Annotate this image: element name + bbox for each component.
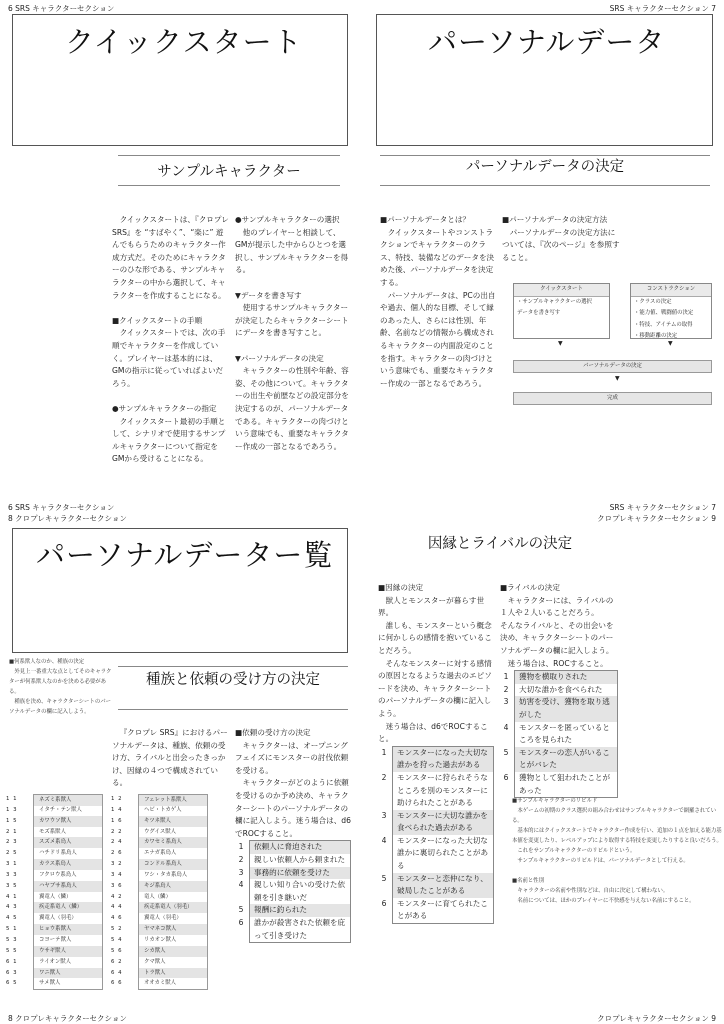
paragraph: キャラクターがどのように依頼を受けるのか予め決め、キャラクターシートのパーソナルデータの欄に記入しよう。迷う場合は、d6でROCすること。 — [235, 778, 351, 838]
page-header-left: 6 SRS キャラクターセクション — [8, 4, 115, 13]
roc-number: 4 — [238, 880, 244, 890]
species-name: ヘビ・トカゲ人 — [138, 805, 208, 816]
divider — [118, 185, 340, 186]
paragraph: これをサンプルキャラクターのリビルドという。 — [517, 848, 636, 854]
flow-box-item: ・移動距離の決定 — [634, 333, 678, 339]
paragraph: 獣人とモンスターが暮らす世界。 — [378, 595, 485, 618]
species-number: 3 1 — [6, 861, 18, 868]
species-number: 5 2 — [111, 926, 123, 933]
table-row — [503, 671, 617, 684]
table-row — [111, 924, 211, 935]
species-name: 竜人（鱗） — [138, 892, 208, 903]
species-number: 2 5 — [6, 850, 18, 857]
paragraph: 迷う場合は、d6でROCすること。 — [378, 721, 488, 744]
flow-box-item: ・特技、アイテムの取得 — [634, 321, 693, 328]
species-name: キツネ獣人 — [138, 816, 208, 827]
section-heading: ▼データを書き写す — [235, 290, 302, 300]
table-row — [111, 837, 211, 848]
page-header-right: SRS キャラクターセクション 7 — [609, 4, 716, 13]
section-title: 種族と依頼の受け方の決定 — [146, 672, 320, 688]
table-row — [111, 902, 211, 913]
species-number: 2 4 — [111, 839, 123, 846]
roc-number: 3 — [238, 867, 244, 877]
species-number: 4 1 — [6, 893, 18, 900]
table-row — [111, 805, 211, 816]
section-heading: ▼パーソナルデータの決定 — [235, 353, 324, 363]
roc-table — [238, 840, 351, 943]
species-number: 5 1 — [6, 926, 18, 933]
table-row — [6, 957, 106, 968]
species-number: 6 1 — [6, 958, 18, 965]
roc-result: 妨害を受け、獲物を取り逃がした — [519, 697, 610, 719]
species-number: 5 4 — [111, 936, 123, 943]
species-number: 1 2 — [111, 796, 123, 802]
species-number: 3 4 — [111, 871, 123, 878]
page-title: クイックスタート — [65, 25, 303, 59]
roc-result: 獲物を横取りされた — [519, 672, 588, 682]
notes-column — [512, 796, 722, 906]
text-column — [235, 727, 351, 943]
paragraph: 名前については、ほかのプレイヤーに不快感を与えない名前にすること。 — [517, 898, 695, 904]
table-row — [6, 837, 106, 848]
roc-result: 親しい知り合いの受けた依頼を引き継いだ — [254, 880, 346, 902]
table-row — [111, 881, 211, 892]
roc-result: モンスターと恋仲になり、破局したことがある — [397, 873, 488, 896]
roc-number: 1 — [381, 747, 387, 757]
roc-table — [503, 670, 618, 798]
section-heading: ●サンプルキャラクターの選択 — [235, 215, 340, 224]
roc-number: 2 — [381, 772, 387, 782]
table-row — [111, 946, 211, 957]
table-row — [111, 968, 211, 979]
section-heading: ■パーソナルデータの決定方法 — [502, 215, 608, 224]
divider — [118, 666, 348, 667]
section-heading: ■クイックスタートの手順 — [112, 315, 203, 325]
section-title: パーソナルデータの決定 — [465, 159, 625, 175]
table-row — [6, 913, 106, 924]
species-number: 5 5 — [6, 947, 18, 954]
species-name: ウサギ獣人 — [33, 946, 103, 957]
table-row — [6, 794, 106, 805]
flow-box-item: ・クラスの決定 — [634, 298, 672, 305]
section-heading: ■サンプルキャラクターのリビルド — [512, 798, 598, 804]
table-row — [381, 873, 493, 898]
roc-result: 獲物として狙われたことがあった — [519, 772, 611, 795]
roc-number: 4 — [381, 835, 387, 845]
species-number: 2 3 — [6, 839, 18, 846]
species-number: 2 1 — [6, 828, 18, 835]
table-row — [111, 913, 211, 924]
roc-number: 1 — [503, 672, 509, 682]
species-name: トラ獣人 — [138, 968, 208, 979]
roc-number: 3 — [503, 697, 509, 707]
table-row — [6, 859, 106, 870]
table-row — [381, 898, 493, 923]
species-number: 1 1 — [6, 796, 18, 802]
divider — [118, 709, 348, 710]
section-title: 因縁とライバルの決定 — [427, 536, 573, 552]
species-name: フェレット系獣人 — [138, 794, 208, 806]
paragraph: そんなライバルと、その出会いを決め、キャラクターシートのパーソナルデータの欄に記入しよう。 — [500, 620, 614, 655]
species-number: 4 6 — [111, 915, 123, 922]
text-column — [235, 214, 351, 453]
roc-result: モンスターの恋人がいることがバレた — [519, 747, 610, 770]
paragraph: キャラクターの名前や性別などは、自由に決定して構わない。 — [517, 888, 669, 894]
roc-result: 報酬に釣られた — [254, 905, 308, 915]
species-number: 6 6 — [111, 980, 123, 987]
roc-table — [381, 746, 494, 924]
roc-number: 5 — [238, 905, 244, 915]
species-name: 翼竜人（鱗） — [33, 892, 103, 903]
species-number: 6 4 — [111, 969, 123, 976]
paragraph: 種族を決め、キャラクターシートのパーソナルデータの欄に記入しよう。 — [9, 699, 111, 715]
table-row — [111, 935, 211, 946]
table-row — [6, 892, 106, 903]
species-table — [6, 794, 106, 989]
section-heading: ■ライバルの決定 — [500, 583, 560, 592]
table-row — [6, 870, 106, 881]
species-number: 1 3 — [6, 806, 18, 813]
species-number: 2 2 — [111, 828, 123, 835]
species-name: 翼竜人（羽毛） — [33, 913, 103, 924]
roc-result: モンスターに大切な誰かを食べられた過去がある — [397, 810, 488, 833]
roc-number: 1 — [238, 842, 244, 852]
paragraph: パーソナルデータの決定方法については、『次のページ』を参照すること。 — [502, 227, 620, 262]
flow-personal-data-bar: パーソナルデータの決定 — [513, 360, 712, 373]
roc-number: 6 — [238, 917, 244, 927]
flow-box-item: ・サンプルキャラクターの選択 — [517, 298, 592, 305]
flow-complete-bar: 完成 — [513, 392, 712, 405]
page-footer-right: クロプレキャラクターセクション 9 — [597, 1014, 716, 1023]
table-row — [238, 867, 350, 880]
page-header-left: 8 クロプレキャラクターセクション — [8, 514, 127, 523]
section-heading: ■名前と性別 — [512, 878, 545, 884]
species-number: 4 4 — [111, 904, 123, 911]
species-number: 6 3 — [6, 969, 18, 976]
flow-box-item: データを書き写す — [517, 310, 561, 316]
species-number: 3 6 — [111, 882, 123, 889]
page-title: パーソナルデータ — [428, 25, 666, 59]
roc-number: 6 — [503, 772, 509, 782]
arrow-down-icon: ▼ — [558, 340, 563, 347]
table-row — [6, 935, 106, 946]
species-number: 6 5 — [6, 980, 18, 987]
roc-number: 6 — [381, 898, 387, 908]
text-column — [378, 582, 494, 924]
species-name: カワウソ獣人 — [33, 816, 103, 827]
flow-quickstart-box — [513, 283, 610, 339]
flow-box-item: ・能力値、戦闘値の決定 — [634, 310, 694, 316]
text-column — [502, 214, 620, 264]
text-column — [500, 582, 618, 798]
section-heading: ■パーソナルデータとは？ — [380, 215, 471, 224]
species-number: 6 2 — [111, 958, 123, 965]
flow-construction-box — [630, 283, 712, 339]
species-number: 4 5 — [6, 915, 18, 922]
divider — [380, 185, 710, 186]
text-column — [112, 214, 229, 466]
divider — [118, 155, 340, 156]
roc-result: 誰かが殺害された依頼を庇って引き受けた — [254, 917, 346, 940]
table-row — [6, 881, 106, 892]
species-name: ライオン獣人 — [33, 957, 103, 968]
roc-result: モンスターになった大切な誰かに裏切られたことがある — [397, 835, 489, 871]
table-row — [6, 946, 106, 957]
table-row — [6, 816, 106, 827]
paragraph: クイックスタートは、『クロプレ SRS』を “すばやく”、“楽に” 遊んでもらうためのキャラクター作成方式だ。そのためにキャラクターのひな形である、サンプルキャラクターの中から選択して、キャラクターを作成することになる。 — [112, 215, 229, 300]
paragraph: キャラクターの性別や年齢、容姿、その他について。キャラクターの出生や前歴などの設定部分を決定するのが、パーソナルデータである。キャラクターの肉づけという意味でも、重要なキャラクター作成の一部となるであろう。 — [235, 366, 349, 451]
species-name: シカ獣人 — [138, 946, 208, 957]
table-row — [111, 816, 211, 827]
arrow-down-icon: ▼ — [668, 340, 673, 347]
table-row — [503, 684, 617, 697]
paragraph: 誰しも、モンスターという概念に何かしらの感情を抱いていることだろう。 — [378, 620, 492, 655]
table-row — [111, 827, 211, 838]
roc-result: モンスターに狩られそうなところを別のモンスターに助けられたことがある — [397, 772, 488, 808]
species-name: 疾走系竜人（羽毛） — [138, 902, 208, 913]
roc-result: 大切な誰かを食べられた — [519, 684, 603, 694]
species-name: コンドル系鳥人 — [138, 859, 208, 870]
table-row — [6, 902, 106, 913]
table-row — [238, 917, 350, 942]
page-title: パーソナルデーター覧 — [36, 538, 334, 572]
paragraph: クイックスタート最初の手順として、シナリオで使用するサンプルキャラクターについて指定をGMから受けることになる。 — [112, 416, 226, 464]
flow-box-title: コンストラクション — [631, 284, 711, 297]
roc-number: 5 — [381, 873, 387, 883]
section-title: サンプルキャラクター — [157, 164, 301, 180]
species-number: 3 2 — [111, 861, 123, 868]
paragraph: 『クロプレ SRS』におけるパーソナルデータは、種族、依頼の受け方、ライバルと出会ったきっかけ、因縁の４つで構成されている。 — [112, 728, 228, 788]
species-name: ハチドリ系鳥人 — [33, 848, 103, 859]
species-name: キジ系鳥人 — [138, 881, 208, 892]
species-name: イタチ・テン獣人 — [33, 805, 103, 816]
paragraph: キャラクターは、オープニングフェイズにモンスターの討伐依頼を受ける。 — [235, 740, 349, 775]
table-row — [381, 810, 493, 835]
page-footer-left: 8 クロプレキャラクターセクション — [8, 1014, 127, 1023]
arrow-down-icon: ▼ — [615, 375, 620, 382]
paragraph: 使用するサンプルキャラクターが決定したらキャラクターシートにデータを書き写すこと。 — [235, 303, 349, 338]
table-row — [111, 859, 211, 870]
flow-box-title: クイックスタート — [514, 284, 609, 297]
species-number: 4 2 — [111, 893, 123, 900]
species-name: ワニ獣人 — [33, 968, 103, 979]
roc-result: 親しい依頼人から頼まれた — [254, 854, 346, 864]
table-row — [238, 904, 350, 917]
roc-result: 事務的に依頼を受けた — [254, 867, 330, 877]
table-row — [238, 879, 350, 904]
paragraph: 本ゲームの初期のクラス選択の組み合わせはサンプルキャラクターで網羅されている。 — [512, 808, 717, 824]
paragraph: 他のプレイヤーと相談して、GMが提示した中からひとつを選択し、サンプルキャラクターを得る。 — [235, 227, 349, 275]
table-row — [381, 835, 493, 873]
paragraph: クイックスタートでは、次の手順でキャラクターを作成していく。プレイヤーは基本的には、GMの指示に従っていればよいだろう。 — [112, 328, 226, 388]
table-row — [111, 794, 211, 805]
page-header-right: クロプレキャラクターセクション 9 — [597, 514, 716, 523]
species-name: ヒョウ系獣人 — [33, 924, 103, 935]
species-name: 疾走系竜人（鱗） — [33, 902, 103, 913]
paragraph: クイックスタートやコンストラクションでキャラクターのクラス、特技、装備などのデータを決めた後、パーソナルデータを決定する。 — [380, 227, 495, 287]
paragraph: パーソナルデータは、PCの出自や過去、個人的な目標、そして縁のあった人、さらには性別、年齢、名前などの情報から構成されるキャラクターの内面設定のことを指す。キャラクターの肉づけという意味でも、重要なキャラクター作成の一部となるであろう。 — [380, 290, 496, 388]
species-number: 1 6 — [111, 817, 123, 824]
species-number: 3 3 — [6, 871, 18, 878]
table-row — [111, 978, 211, 989]
section-heading: ■何系獣人なのか、種族の決定 — [9, 659, 85, 665]
species-name: ウグイス獣人 — [138, 827, 208, 838]
roc-result: モンスターを匿っているところを見られた — [519, 722, 610, 745]
roc-number: 2 — [503, 684, 509, 694]
species-number: 3 5 — [6, 882, 18, 889]
table-row — [503, 772, 617, 797]
species-number: 1 4 — [111, 806, 123, 813]
paragraph: そんなモンスターに対する感情の原因となるような過去のエピソードを決め、キャラクターシートのパーソナルデータの欄に記入しよう。 — [378, 658, 492, 718]
species-name: スズメ系鳥人 — [33, 837, 103, 848]
text-column — [112, 727, 229, 790]
species-number: 2 6 — [111, 850, 123, 857]
roc-number: 4 — [503, 722, 509, 732]
table-row — [111, 892, 211, 903]
species-table — [111, 794, 211, 989]
species-name: フクロウ系鳥人 — [33, 870, 103, 881]
table-row — [6, 827, 106, 838]
paragraph: 基本的にはクイックスタートでキャラクター作成を行い、追加の１点を加える能力基本値を変更したり、レベルアップにより取得する特技を変更したりすると良いだろう。 — [512, 828, 722, 844]
table-row — [6, 848, 106, 859]
species-name: モズ系獣人 — [33, 827, 103, 838]
roc-number: 2 — [238, 854, 244, 864]
species-name: 翼竜人（羽毛） — [138, 913, 208, 924]
species-name: クマ獣人 — [138, 957, 208, 968]
paragraph: 迷う場合は、ROCすること。 — [507, 658, 608, 668]
section-heading: ■依頼の受け方の決定 — [235, 728, 311, 737]
roc-result: 依頼人に脅迫された — [254, 842, 323, 852]
paragraph: サンプルキャラクターのリビルドは、パーソナルデータとして行える。 — [517, 858, 689, 864]
roc-number: 5 — [503, 747, 509, 757]
table-row — [503, 747, 617, 772]
table-row — [111, 848, 211, 859]
species-name: リカオン獣人 — [138, 935, 208, 946]
paragraph: キャラクターには、ライバルの１人や２人いることだろう。 — [500, 595, 614, 618]
species-name: カラス系鳥人 — [33, 859, 103, 870]
species-name: オオカミ獣人 — [138, 978, 208, 990]
text-column — [380, 214, 496, 390]
roc-number: 3 — [381, 810, 387, 820]
roc-result: モンスターになった大切な誰かを狩った過去がある — [397, 747, 488, 770]
paragraph: 外見上一番重大な点としてそのキャラクターが何系獣人なのかを決める必要がある。 — [9, 669, 112, 695]
species-number: 5 3 — [6, 936, 18, 943]
table-row — [111, 870, 211, 881]
table-row — [238, 854, 350, 867]
species-name: サメ獣人 — [33, 978, 103, 990]
side-note — [9, 657, 112, 717]
species-name: ハヤブサ系鳥人 — [33, 881, 103, 892]
table-row — [381, 772, 493, 810]
species-name: コヨーテ獣人 — [33, 935, 103, 946]
species-number: 1 5 — [6, 817, 18, 824]
table-row — [503, 722, 617, 747]
table-row — [6, 924, 106, 935]
table-row — [381, 747, 493, 772]
section-heading: ●サンプルキャラクターの指定 — [112, 403, 217, 413]
species-number: 4 3 — [6, 904, 18, 911]
species-name: エナガ系鳥人 — [138, 848, 208, 859]
page-header-right: SRS キャラクターセクション 7 — [609, 503, 716, 512]
page-header-left: 6 SRS キャラクターセクション — [8, 503, 115, 512]
table-row — [238, 841, 350, 854]
species-number: 5 6 — [111, 947, 123, 954]
species-name: ヤマネコ獣人 — [138, 924, 208, 935]
table-row — [6, 978, 106, 989]
species-name: ワシ・タカ系鳥人 — [138, 870, 208, 881]
section-heading: ■因縁の決定 — [378, 583, 424, 592]
roc-result: モンスターに育てられたことがある — [397, 898, 488, 921]
species-name: カワセミ系鳥人 — [138, 837, 208, 848]
table-row — [111, 957, 211, 968]
species-name: ネズミ系獣人 — [33, 794, 103, 806]
table-row — [6, 968, 106, 979]
table-row — [6, 805, 106, 816]
table-row — [503, 696, 617, 721]
